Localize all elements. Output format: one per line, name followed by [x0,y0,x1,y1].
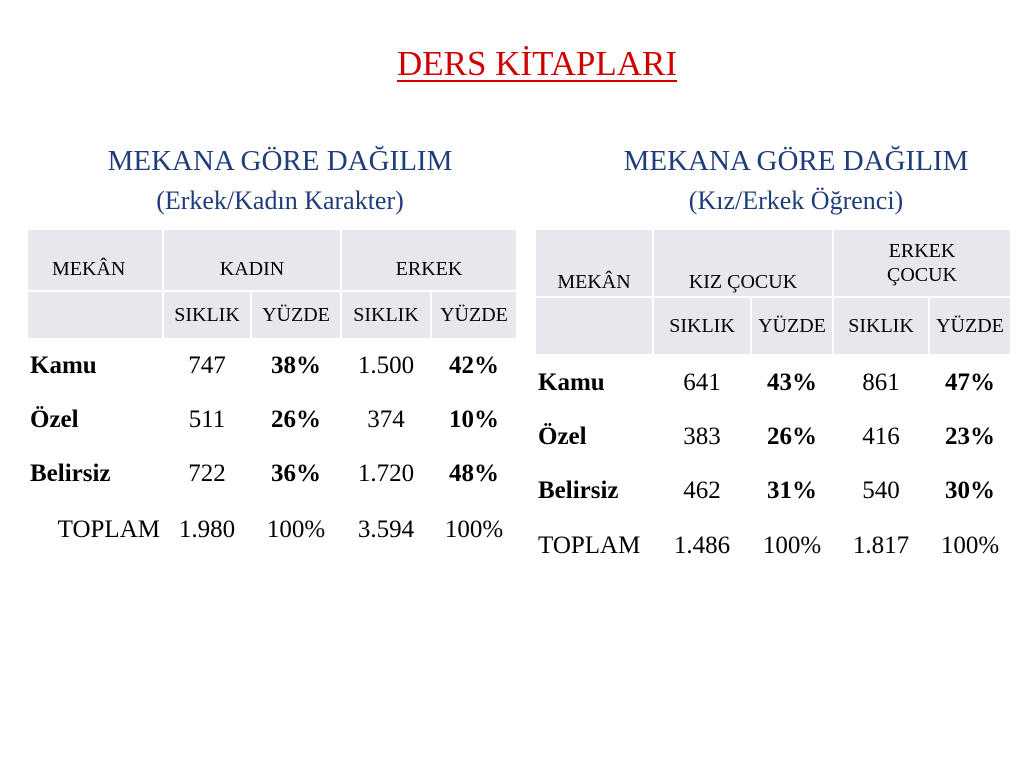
right-header-erkek-cocuk [834,230,1010,296]
table-row [28,448,516,500]
cell: 26% [752,412,832,462]
cell: 416 [834,412,928,462]
right-header-kiz-cocuk: KIZ ÇOCUK [654,230,832,296]
total-label: TOPLAM [536,520,652,572]
table-row [28,394,516,446]
cell: 30% [930,464,1010,518]
cell: 3.594 [342,502,430,558]
left-subheader-yuzde-1: YÜZDE [252,292,340,338]
cell: 540 [834,464,928,518]
cell: 861 [834,356,928,410]
right-header-erkek-line2: ÇOCUK [886,264,957,286]
left-header-mekan: MEKÂN [28,230,162,290]
cell: 1.817 [834,520,928,572]
right-table [534,228,1012,574]
left-section-title: MEKANA GÖRE DAĞILIM [107,145,453,177]
cell: 100% [752,520,832,572]
cell: 1.980 [164,502,250,558]
left-subheader-yuzde-2: YÜZDE [432,292,516,338]
cell: 23% [930,412,1010,462]
left-subheader-siklik-2: SIKLIK [342,292,430,338]
cell: 42% [432,340,516,392]
row-label: Kamu [28,340,162,392]
right-subheader-yuzde-2: YÜZDE [930,298,1010,354]
table-row [536,464,1010,518]
left-header-erkek: ERKEK [342,230,516,290]
row-label: Özel [28,394,162,446]
right-section-subtitle: (Kız/Erkek Öğrenci) [688,186,904,215]
cell: 36% [252,448,340,500]
table-row [28,340,516,392]
cell: 10% [432,394,516,446]
right-subheader-siklik-1: SIKLIK [654,298,750,354]
cell: 1.500 [342,340,430,392]
cell: 1.486 [654,520,750,572]
cell: 31% [752,464,832,518]
left-subheader-blank [28,292,162,338]
left-table [26,228,518,560]
cell: 747 [164,340,250,392]
left-header-kadin: KADIN [164,230,340,290]
right-subheader-siklik-2: SIKLIK [834,298,928,354]
cell: 374 [342,394,430,446]
row-label: Özel [536,412,652,462]
cell: 511 [164,394,250,446]
cell: 43% [752,356,832,410]
table-row [536,356,1010,410]
cell: 38% [252,340,340,392]
right-section-title: MEKANA GÖRE DAĞILIM [623,145,969,177]
cell: 100% [432,502,516,558]
cell: 100% [930,520,1010,572]
cell: 462 [654,464,750,518]
total-label: TOPLAM [28,502,162,558]
cell: 26% [252,394,340,446]
row-label: Belirsiz [28,448,162,500]
table-row-total [28,502,516,558]
left-section-subtitle: (Erkek/Kadın Karakter) [156,186,404,215]
right-subheader-blank [536,298,652,354]
right-subheader-yuzde-1: YÜZDE [752,298,832,354]
cell: 48% [432,448,516,500]
right-header-mekan: MEKÂN [536,230,652,296]
table-row-total [536,520,1010,572]
row-label: Belirsiz [536,464,652,518]
left-subheader-siklik-1: SIKLIK [164,292,250,338]
page-title: DERS KİTAPLARI [396,44,678,83]
cell: 722 [164,448,250,500]
row-label: Kamu [536,356,652,410]
cell: 100% [252,502,340,558]
cell: 1.720 [342,448,430,500]
table-row [536,412,1010,462]
cell: 383 [654,412,750,462]
cell: 47% [930,356,1010,410]
cell: 641 [654,356,750,410]
right-header-erkek-line1: ERKEK [888,240,956,262]
